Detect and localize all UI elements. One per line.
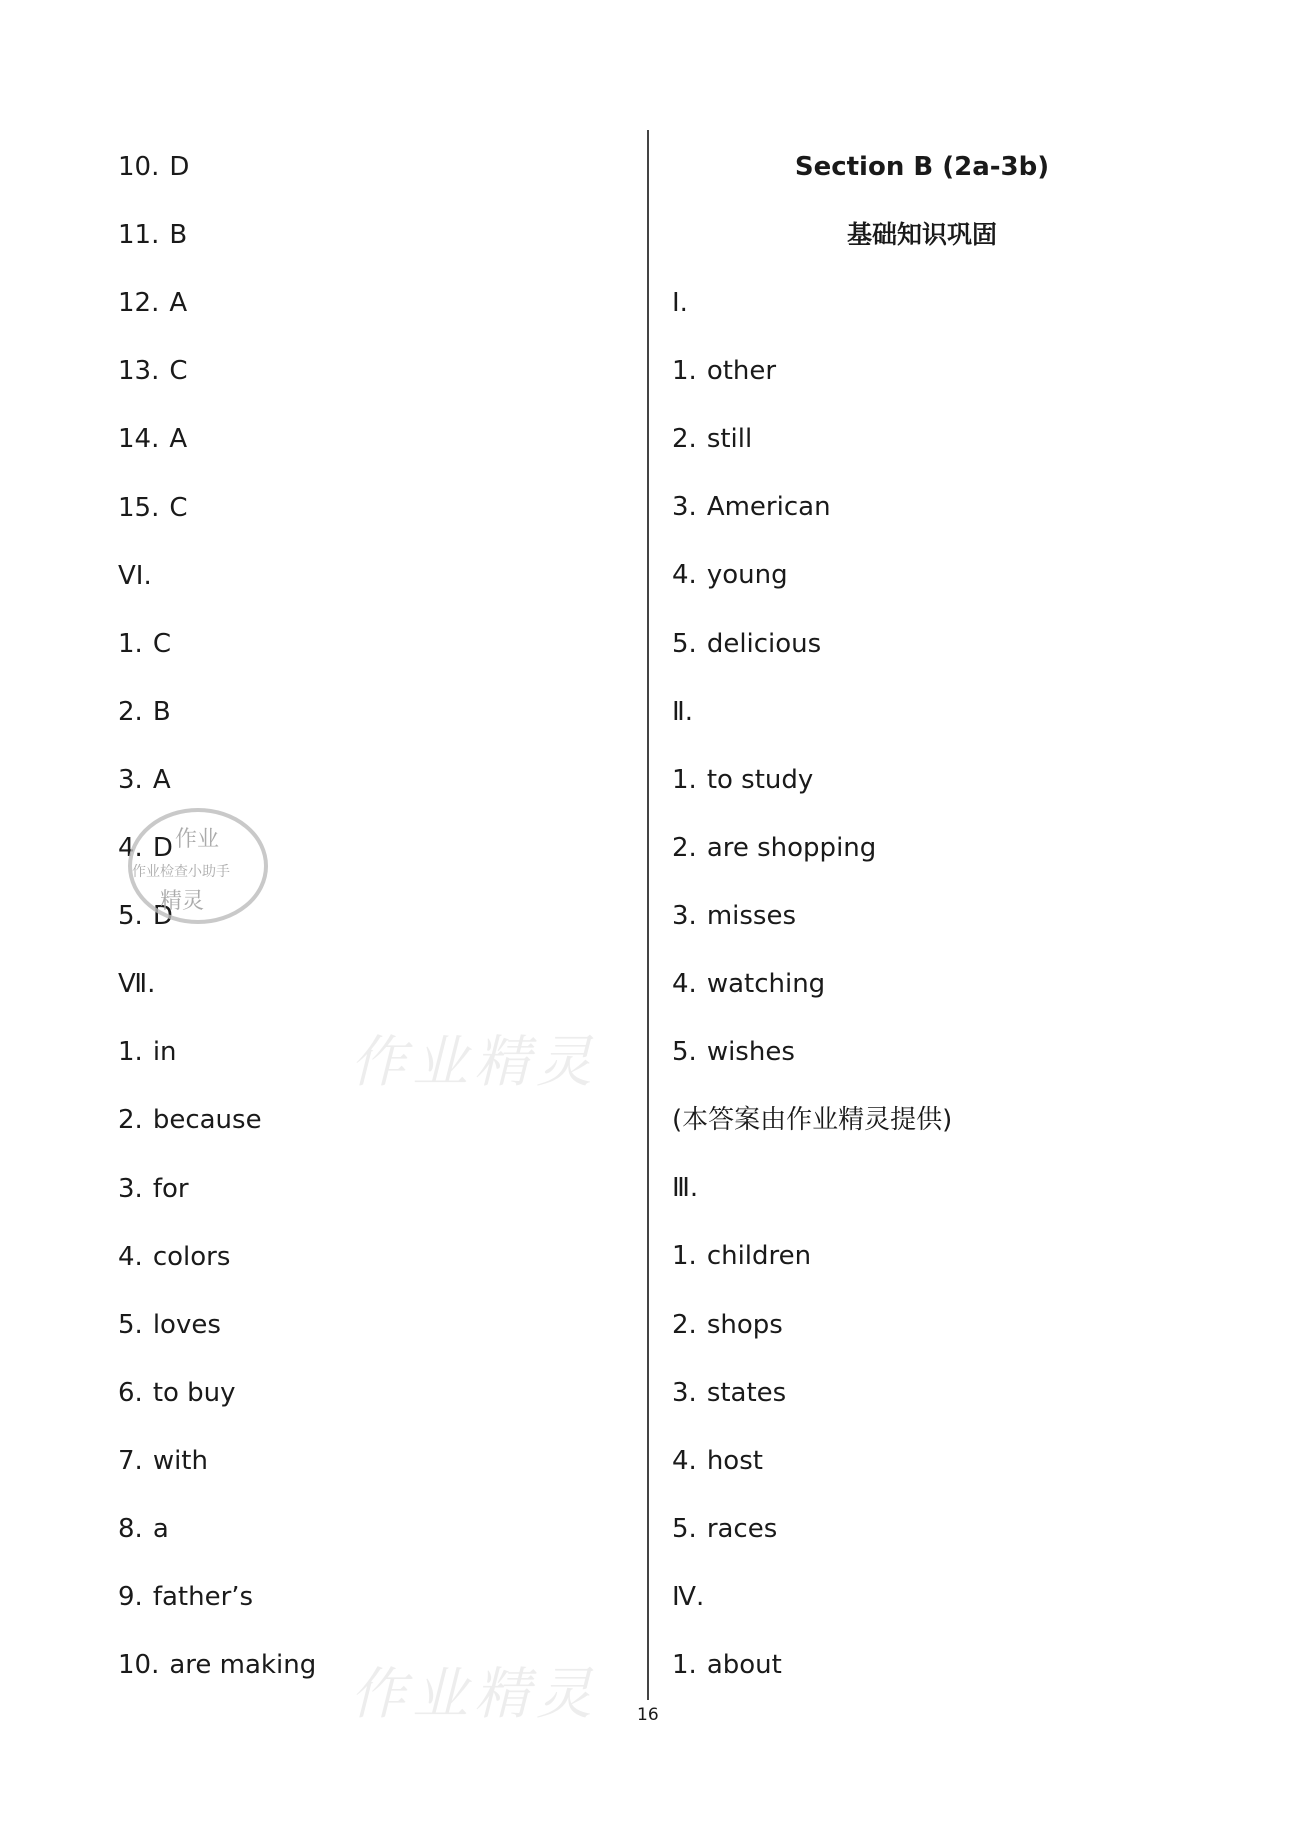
item-number: 1. <box>672 764 697 795</box>
item-number: 3. <box>118 1173 143 1204</box>
item-answer: to study <box>706 764 814 795</box>
item-number: 4. <box>118 833 143 863</box>
answer-line <box>118 491 188 525</box>
item-answer: shops <box>706 1309 783 1340</box>
item-number: 14. <box>118 424 160 455</box>
answer-line <box>672 286 688 320</box>
answer-line <box>118 1308 221 1342</box>
item-answer: D <box>152 833 173 863</box>
item-number: 9. <box>118 1582 143 1613</box>
item-number: 1. <box>118 1037 143 1068</box>
item-number: 11. <box>118 220 160 251</box>
item-number: 5. <box>118 1309 143 1340</box>
answer-line <box>118 1172 189 1206</box>
item-number: 5. <box>672 1037 697 1068</box>
item-number: 4. <box>672 560 697 591</box>
item-answer: delicious <box>706 628 822 659</box>
item-number: 10. <box>118 152 160 182</box>
item-number: 10. <box>118 1650 160 1681</box>
answer-line <box>118 627 171 661</box>
item-number: 5. <box>118 901 143 932</box>
item-number: 8. <box>118 1514 143 1544</box>
item-answer: father’s <box>152 1582 254 1613</box>
answer-line <box>672 422 752 456</box>
item-number: Ⅳ. <box>672 1581 705 1612</box>
answer-line <box>118 559 152 593</box>
answer-line <box>672 1035 795 1069</box>
item-number: 1. <box>672 356 697 387</box>
answer-line <box>672 1580 704 1614</box>
item-answer: a <box>152 1514 169 1544</box>
item-answer: are making <box>169 1650 317 1681</box>
item-number: 4. <box>672 969 697 999</box>
item-answer: C <box>169 492 188 523</box>
answer-line <box>118 354 188 388</box>
item-answer: young <box>706 560 788 591</box>
item-answer: D <box>152 901 173 932</box>
answer-line <box>672 1444 763 1478</box>
answer-line <box>118 1240 230 1274</box>
section-subtitle: 基础知识巩固 <box>846 220 997 249</box>
stamp-top-text: 作业 <box>175 827 220 852</box>
answer-line <box>118 1103 262 1137</box>
answer-line <box>672 1308 783 1342</box>
item-answer: loves <box>152 1309 221 1340</box>
item-number: 2. <box>672 424 697 455</box>
item-answer: A <box>169 424 188 455</box>
item-number: 6. <box>118 1377 143 1408</box>
item-number: 12. <box>118 288 160 319</box>
item-number: 3. <box>672 900 697 931</box>
stamp-middle-text: 作业检查小助手 <box>132 864 230 880</box>
item-answer: children <box>706 1241 812 1272</box>
answer-line <box>672 967 825 1001</box>
answer-line <box>672 1103 952 1137</box>
answer-line <box>118 1376 236 1410</box>
item-answer: still <box>706 424 753 455</box>
item-number: 2. <box>672 832 697 863</box>
answer-line <box>672 627 821 661</box>
answer-line <box>118 695 171 729</box>
item-answer: C <box>169 356 188 387</box>
item-number: (本答案由作业精灵提供) <box>672 1105 953 1136</box>
answer-line <box>672 558 788 592</box>
item-number: 2. <box>118 696 143 727</box>
answer-line <box>118 1444 208 1478</box>
item-number: 4. <box>118 1241 143 1272</box>
watermark-stamp <box>120 804 270 934</box>
item-answer: races <box>706 1513 778 1544</box>
item-number: 5. <box>672 628 697 659</box>
answer-line <box>118 286 187 320</box>
item-answer: misses <box>706 900 796 931</box>
item-number: 1. <box>118 628 143 659</box>
item-answer: because <box>152 1105 262 1136</box>
answer-line <box>672 1376 786 1410</box>
item-answer: A <box>169 288 188 319</box>
answer-line <box>118 967 155 1001</box>
item-answer: with <box>152 1445 208 1476</box>
item-answer: about <box>706 1650 782 1680</box>
item-answer: D <box>169 152 190 182</box>
item-answer: B <box>169 220 188 251</box>
watermark-text: 作业精灵 <box>350 1030 598 1095</box>
item-answer: colors <box>152 1241 231 1272</box>
item-answer: watching <box>706 969 826 999</box>
answer-line <box>118 1648 316 1682</box>
answer-line <box>672 1239 811 1273</box>
item-answer: A <box>152 764 171 795</box>
item-answer: are shopping <box>706 832 877 863</box>
item-number: Ⅱ. <box>672 696 694 727</box>
answer-line <box>672 1648 782 1682</box>
item-number: 3. <box>672 492 697 523</box>
answer-line <box>118 763 171 797</box>
item-number: 15. <box>118 492 160 523</box>
item-number: VI. <box>118 560 152 591</box>
item-number: Ⅰ. <box>672 288 688 318</box>
answer-line <box>672 695 693 729</box>
answer-line <box>118 1580 253 1614</box>
item-answer: to buy <box>152 1377 236 1408</box>
item-number: 1. <box>672 1241 697 1272</box>
item-number: 2. <box>672 1309 697 1340</box>
item-answer: in <box>152 1037 177 1068</box>
item-number: 2. <box>118 1105 143 1136</box>
answer-line <box>118 1512 169 1546</box>
answer-line <box>672 831 876 865</box>
item-number: 5. <box>672 1513 697 1544</box>
stamp-bottom-text: 精灵 <box>160 889 205 914</box>
item-number: 13. <box>118 356 160 387</box>
item-answer: host <box>706 1445 763 1476</box>
answer-line <box>672 1512 777 1546</box>
answer-line <box>672 1171 698 1205</box>
item-number: 3. <box>672 1377 697 1408</box>
answer-line <box>672 490 831 524</box>
item-number: Ⅲ. <box>672 1173 699 1204</box>
page-number: 16 <box>637 1705 659 1725</box>
answer-line <box>672 354 776 388</box>
answer-line <box>118 150 189 184</box>
watermark-text: 作业精灵 <box>350 1662 598 1727</box>
item-answer: wishes <box>706 1037 795 1068</box>
answer-line <box>118 422 187 456</box>
item-answer: for <box>152 1173 189 1204</box>
item-answer: other <box>706 356 777 387</box>
item-number: Ⅶ. <box>118 969 156 1000</box>
item-answer: American <box>706 492 831 523</box>
answer-line <box>118 218 187 252</box>
item-answer: C <box>152 628 171 659</box>
item-number: 7. <box>118 1445 143 1476</box>
answer-line <box>672 899 796 933</box>
column-divider <box>647 130 649 1700</box>
answer-line <box>672 763 813 797</box>
item-number: 1. <box>672 1650 697 1680</box>
item-number: 4. <box>672 1445 697 1476</box>
answer-line <box>118 1035 177 1069</box>
item-number: 3. <box>118 764 143 795</box>
item-answer: states <box>706 1377 787 1408</box>
section-title: Section B (2a-3b) <box>794 152 1050 182</box>
item-answer: B <box>152 696 171 727</box>
